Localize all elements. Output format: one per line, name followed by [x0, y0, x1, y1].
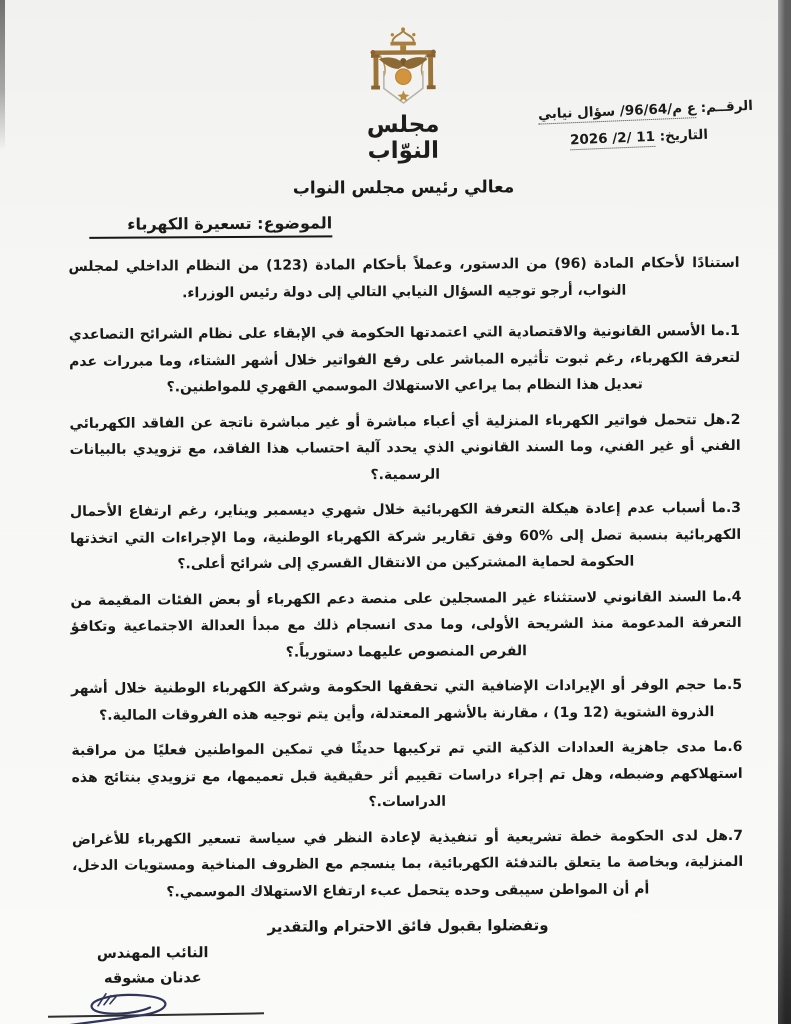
jordan-royal-crest-icon [344, 26, 462, 107]
date-label: التاريخ: [659, 126, 709, 145]
question-2: 2.هل تتحمل فواتير الكهرباء المنزلية أي أعباء مباشرة أو غير مباشرة ناتجة عن الفاقد الكهربائي الفني أو غير الفني، وما السند القانوني الذي يحدد آلية احتساب هذا الفاقد، مع تزويدي بالبيانات الرسمية.؟ [69, 411, 741, 483]
reference-number-label: الرقــم: [700, 97, 754, 116]
reference-block [515, 98, 755, 162]
reference-number-line [515, 98, 753, 124]
question-5: 5.ما حجم الوفر أو الإيرادات الإضافية التي تحققها الحكومة وشركة الكهرباء الوطنية خلال أشهر الذروة الشتوية (12 و1) ، مقارنة بالأشهر المعتدلة، وأين يتم توجيه هذه الفروقات المالية.؟ [71, 676, 743, 724]
handwritten-signature [27, 982, 187, 1024]
question-1: 1.ما الأسس القانونية والاقتصادية التي اعتمدتها الحكومة في الإبقاء على نظام الشرائح التصاعدي لتعرفة الكهرباء، رغم ثبوت تأثيره المباشر على رفع الفواتير خلال أشهر الشتاء، وما مبررات عدم تعديل هذا النظام بما يراعي الاستهلاك الموسمي القهري للمواطنين.؟ [68, 322, 741, 396]
signer-name: عدنان مشوقه [103, 970, 202, 987]
date-line [516, 127, 708, 151]
reference-number-value: ع م/96/64/ سؤال نيابي [537, 100, 697, 123]
question-4: 4.ما السند القانوني لاستثناء غير المسجلين على منصة دعم الكهرباء أو بعض الفئات المقيمة من التعرفة المدعومة منذ الشريحة الأولى، وما مدى انسجام ذلك مع مبدأ العدالة الاجتماعية وتكافؤ الفرص المنصوص عليهما دستورياً.؟ [70, 588, 742, 661]
signer-title: النائب المهندس [96, 945, 209, 962]
intro-paragraph: استنادًا لأحكام المادة (96) من الدستور، وعملاً بأحكام المادة (123) من النظام الداخلي لمجلس النواب، أرجو توجيه السؤال النيابي التالي إلى دولة رئيس الوزراء. [68, 254, 740, 301]
subject-line: الموضوع: تسعيرة الكهرباء [89, 213, 332, 238]
closing-courtesy-line: وتفضلوا بقبول فائق الاحترام والتقدير [267, 916, 549, 936]
addressee-title: معالي رئيس مجلس النواب [292, 177, 515, 199]
signature-block [73, 945, 234, 1024]
parliament-name-calligraphy: مجلس النوّاب [366, 111, 440, 165]
date-value: 11 /2/ 2026 [569, 128, 656, 149]
question-3: 3.ما أسباب عدم إعادة هيكلة التعرفة الكهربائية خلال شهري ديسمبر ويناير، رغم ارتفاع الأحمال الكهربائية بنسبة تصل إلى %60 وفق تقارير شركة الكهرباء الوطنية، وما الإجراءات التي اتخذتها الحكومة لحماية المشتركين من الانتقال القسري إلى شرائح أعلى.؟ [69, 499, 742, 573]
parliament-emblem [340, 26, 467, 165]
question-7: 7.هل لدى الحكومة خطة تشريعية أو تنفيذية لإعادة النظر في سياسة تسعير الكهرباء للأغراض المنزلية، وبخاصة ما يتعلق بالتدفئة الكهربائية، بما ينسجم مع الظروف المناخية ومستويات الدخل، أم أن المواطن سيبقى وحده يتحمل عبء ارتفاع الاستهلاك الموسمي.؟ [71, 827, 744, 900]
question-6: 6.ما مدى جاهزية العدادات الذكية التي تم تركيبها حديثًا في تمكين المواطنين فعليًا من مراقبة استهلاكهم وضبطه، وهل تم إجراء دراسات تقييم أثر حقيقية قبل تعميمها، مع تزويدي بنتائج هذه الدراسات.؟ [71, 738, 743, 811]
